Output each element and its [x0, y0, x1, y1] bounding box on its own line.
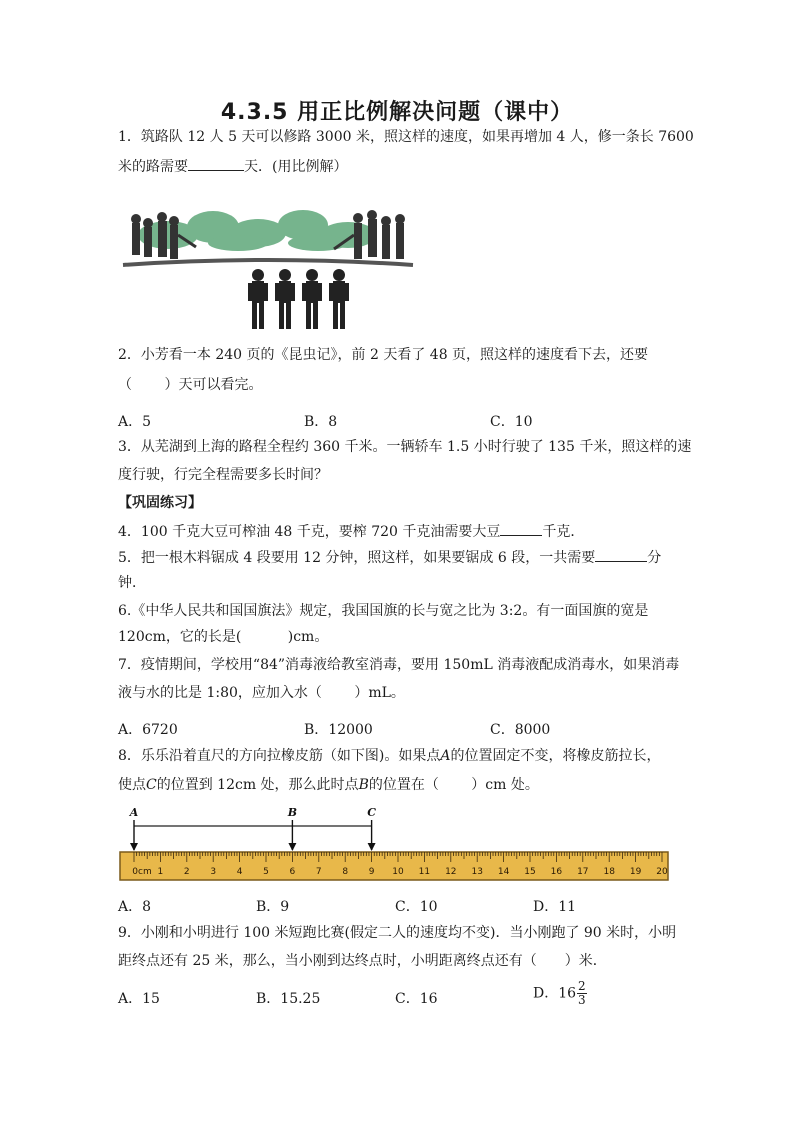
q9-line2: 距终点还有 25 米，那么，当小刚到达终点时，小明距离终点还有（ ）米． — [118, 953, 607, 969]
section-heading: 【巩固练习】 — [118, 495, 202, 511]
fraction: $\frac{2}{3}$ — [578, 979, 586, 1007]
q7-option-b[interactable]: B．12000 — [304, 722, 373, 738]
ruler-diagram — [118, 806, 674, 886]
point-b-label: B — [287, 806, 298, 819]
q7-line1: 7．疫情期间，学校用“84”消毒液给教室消毒，要用 150mL 消毒液配成消毒水，如果消毒 — [118, 657, 680, 673]
q9-option-d[interactable]: D．16 $\frac{2}{3}$ — [533, 979, 586, 1007]
q2-line1: 2．小芳看一本 240 页的《昆虫记》，前 2 天看了 48 页，照这样的速度看下去，还要 — [118, 347, 649, 363]
q2-option-a[interactable]: A．5 — [118, 414, 152, 430]
q9-option-c[interactable]: C．16 — [395, 991, 438, 1007]
q3-line1: 3．从芜湖到上海的路程全程约 360 千米。一辆轿车 1.5 小时行驶了 135 千米，照这样的速 — [118, 439, 692, 455]
q2-option-c[interactable]: C．10 — [490, 414, 533, 430]
ruler-tick-label: 16 — [550, 867, 563, 877]
q9-line1: 9．小刚和小明进行 100 米短跑比赛(假定二人的速度均不变)．当小刚跑了 90 米时，小明 — [118, 925, 677, 941]
arrowhead — [130, 843, 138, 851]
ruler-tick-label: 0cm — [132, 867, 152, 877]
q2-line2: （ ）天可以看完。 — [118, 377, 263, 393]
q8-option-c[interactable]: C．10 — [395, 899, 438, 915]
q8-option-d[interactable]: D．11 — [533, 899, 577, 915]
q1-line2: 米的路需要 天．(用比例解） — [118, 156, 347, 176]
ruler-tick-label: 9 — [368, 867, 375, 877]
point-a-label: A — [129, 806, 139, 819]
road-workers-illustration — [118, 205, 418, 335]
q7-option-c[interactable]: C．8000 — [490, 722, 551, 738]
q8-line1: 8．乐乐沿着直尺的方向拉橡皮筋（如下图)。如果点A的位置固定不变，将橡皮筋拉长， — [118, 748, 661, 764]
ruler-tick-label: 15 — [524, 867, 536, 877]
answer-blank[interactable] — [500, 521, 542, 536]
ruler-tick-label: 1 — [157, 867, 164, 877]
ruler-tick-label: 7 — [315, 867, 322, 877]
ruler-tick-label: 20 — [656, 867, 668, 877]
page-title: 4.3.5 用正比例解决问题（课中） — [220, 100, 574, 125]
answer-blank[interactable] — [595, 547, 647, 562]
q8-line2: 使点C的位置到 12cm 处，那么此时点B的位置在（ ）cm 处。 — [118, 777, 539, 793]
q1-line1: 1．筑路队 12 人 5 天可以修路 3000 米，照这样的速度，如果再增加 4 人，修一条长 7600 — [118, 129, 694, 145]
q8-option-b[interactable]: B．9 — [256, 899, 290, 915]
q9-option-b[interactable]: B．15.25 — [256, 991, 321, 1007]
ruler-tick-label: 17 — [577, 867, 589, 877]
q4-line: 4．100 千克大豆可榨油 48 千克，要榨 720 千克油需要大豆 千克． — [118, 521, 584, 541]
q6-line2: 120cm，它的长是( )cm。 — [118, 629, 329, 645]
ruler-tick-label: 3 — [210, 867, 217, 877]
q8-option-a[interactable]: A．8 — [118, 899, 152, 915]
arrowhead — [368, 843, 376, 851]
q7-option-a[interactable]: A．6720 — [118, 722, 178, 738]
ruler-tick-label: 8 — [342, 867, 349, 877]
ruler-tick-label: 18 — [603, 867, 615, 877]
ruler-tick-label: 10 — [392, 867, 404, 877]
ruler-tick-label: 4 — [236, 867, 243, 877]
ruler-tick-label: 14 — [497, 867, 510, 877]
ruler-tick-label: 2 — [183, 867, 190, 877]
arrowhead — [288, 843, 296, 851]
ruler-tick-label: 13 — [471, 867, 483, 877]
q6-line1: 6.《中华人民共和国国旗法》规定，我国国旗的长与宽之比为 3:2。有一面国旗的宽是 — [118, 603, 649, 619]
ruler-tick-label: 5 — [263, 867, 269, 877]
q7-line2: 液与水的比是 1:80，应加入水（ ）mL。 — [118, 685, 405, 701]
ruler-tick-label: 12 — [445, 867, 457, 877]
ruler-tick-label: 11 — [418, 867, 431, 877]
q2-option-b[interactable]: B．8 — [304, 414, 338, 430]
q5-line1: 5．把一根木料锯成 4 段要用 12 分钟，照这样，如果要锯成 6 段，一共需要 分 — [118, 547, 661, 567]
q3-line2: 度行驶，行完全程需要多长时间？ — [118, 467, 328, 483]
ruler-tick-label: 6 — [289, 867, 296, 877]
ruler-tick-label: 19 — [629, 867, 642, 877]
q5-line2: 钟． — [118, 575, 146, 591]
q9-option-a[interactable]: A．15 — [118, 991, 160, 1007]
answer-blank[interactable] — [188, 156, 244, 171]
point-c-label: C — [367, 806, 376, 819]
